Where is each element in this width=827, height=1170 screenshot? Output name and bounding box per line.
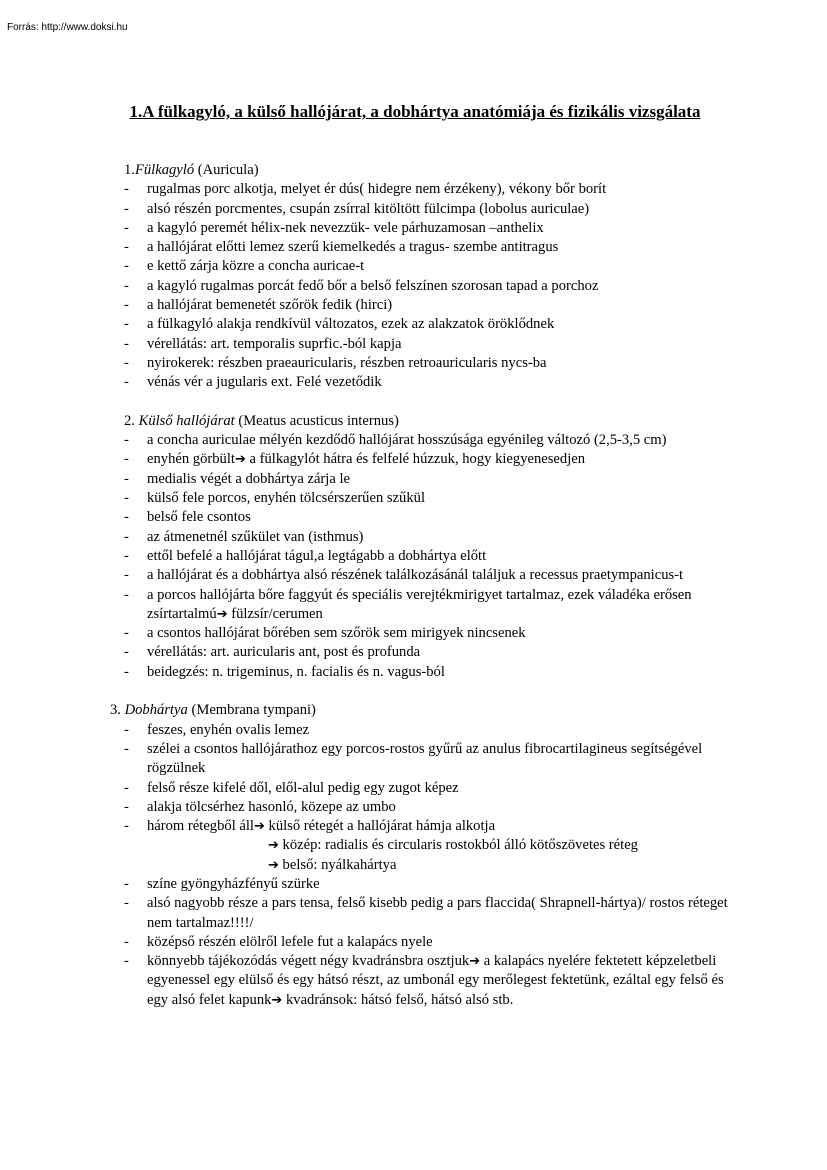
list-item: - alsó részén porcmentes, csupán zsírral kitöltött fülcimpa (lobolus auriculae) <box>124 200 590 217</box>
list-item: - könnyebb tájékozódás végett négy kvadránsbra osztjuk➔ a kalapács nyelére fektetett képzeletbeli egyenessel egy elülső és egy hátsó részt, az umbonál egy merőlegest fektetünk, ezáltal egy felső és egy alsó felet kapunk➔ kvadránsok: hátsó felső, hátsó alsó stb. <box>124 953 724 1008</box>
list-item: - vénás vér a jugularis ext. Felé vezetődik <box>124 374 382 391</box>
list-item: - ettől befelé a hallójárat tágul,a legtágabb a dobhártya előtt <box>124 547 487 564</box>
page-title: 1.A fülkagyló, a külső hallójárat, a dobhártya anatómiája és fizikális vizsgálata <box>129 102 701 121</box>
arrow-icon: ➔ <box>268 857 279 873</box>
sub-item: ➔ belső: nyálkahártya <box>268 856 397 873</box>
list-item: - belső fele csontos <box>124 509 251 526</box>
section-heading: 3. Dobhártya (Membrana tympani) <box>110 702 316 719</box>
list-item: - vérellátás: art. temporalis suprfic.-ból kapja <box>124 335 402 352</box>
section-dobhartya <box>0 701 827 1010</box>
list-item: - középső részén elölről lefele fut a kalapács nyele <box>124 933 433 950</box>
list-item: - külső fele porcos, enyhén tölcsérszerűen szűkül <box>124 490 426 507</box>
list-item: - a hallójárat előtti lemez szerű kiemelkedés a tragus- szembe antitragus <box>124 239 559 256</box>
list-item: - vérellátás: art. auricularis ant, post és profunda <box>124 644 421 661</box>
list-item: - nyirokerek: részben praeauricularis, részben retroauricularis nycs-ba <box>124 354 547 371</box>
list-item: - alsó nagyobb része a pars tensa, felső kisebb pedig a pars flaccida( Shrapnell-hártya)/ rostos réteget nem tartalmaz!!!!/ <box>124 895 728 931</box>
sub-item: ➔ közép: radialis és circularis rostokból álló kötőszövetes réteg <box>268 837 638 854</box>
list-item: - a kagyló rugalmas porcát fedő bőr a belső felszínen szorosan tapad a porchoz <box>124 277 599 294</box>
list-item: - szélei a csontos hallójárathoz egy porcos-rostos gyűrű az anulus fibrocartilagineus segítségével rögzülnek <box>124 740 703 777</box>
list-item: - enyhén görbült➔ a fülkagylót hátra és felfelé húzzuk, hogy kiegyenesedjen <box>124 451 586 468</box>
list-item: - három rétegből áll➔ külső rétegét a hallójárat hámja alkotja <box>124 818 496 835</box>
list-item: - a csontos hallójárat bőrében sem szőrök sem mirigyek nincsenek <box>124 625 526 642</box>
arrow-icon: ➔ <box>234 452 246 468</box>
list-item: - a concha auriculae mélyén kezdődő hallójárat hosszúsága egyénileg változó (2,5-3,5 cm) <box>124 432 667 449</box>
list-item: - a hallójárat bemenetét szőrök fedik (hirci) <box>124 297 393 314</box>
arrow-icon: ➔ <box>216 606 228 622</box>
list-item: - a porcos hallójárta bőre faggyút és speciális verejtékmirigyet tartalmaz, ezek váladéka erősen zsírtartalmú➔ fülzsír/cerumen <box>124 586 692 622</box>
section-fulkagylo <box>0 161 827 393</box>
list-item: - a kagyló peremét hélix-nek nevezzük- vele párhuzamosan –anthelix <box>124 219 544 236</box>
section-heading: 2. Külső hallójárat (Meatus acusticus internus) <box>124 412 399 429</box>
list-item: - felső része kifelé dől, elől-alul pedig egy zugot képez <box>124 779 459 796</box>
list-item: - színe gyöngyházfényű szürke <box>124 875 320 892</box>
list-item: - rugalmas porc alkotja, melyet ér dús( hidegre nem érzékeny), vékony bőr borít <box>124 181 607 198</box>
arrow-icon: ➔ <box>253 819 265 835</box>
list-item: - a hallójárat és a dobhártya alsó részének találkozásánál találjuk a recessus praetympanicus-t <box>124 567 684 584</box>
section-kulso-hallojarat <box>0 412 827 682</box>
document-body <box>0 161 827 1010</box>
list-item: - a fülkagyló alakja rendkívül változatos, ezek az alakzatok öröklődnek <box>124 316 555 333</box>
arrow-icon: ➔ <box>271 992 283 1008</box>
list-item: - feszes, enyhén ovalis lemez <box>124 721 310 738</box>
source-line: Forrás: http://www.doksi.hu <box>7 22 128 33</box>
list-item: - beidegzés: n. trigeminus, n. facialis és n. vagus-ból <box>124 663 445 680</box>
list-item: - alakja tölcsérhez hasonló, közepe az umbo <box>124 798 396 815</box>
list-item: - e kettő zárja közre a concha auricae-t <box>124 258 365 275</box>
list-item: - az átmenetnél szűkület van (isthmus) <box>124 528 364 545</box>
section-heading: 1.Fülkagyló (Auricula) <box>124 162 259 178</box>
arrow-icon: ➔ <box>469 954 481 970</box>
list-item: - medialis végét a dobhártya zárja le <box>124 470 351 487</box>
arrow-icon: ➔ <box>268 838 279 854</box>
